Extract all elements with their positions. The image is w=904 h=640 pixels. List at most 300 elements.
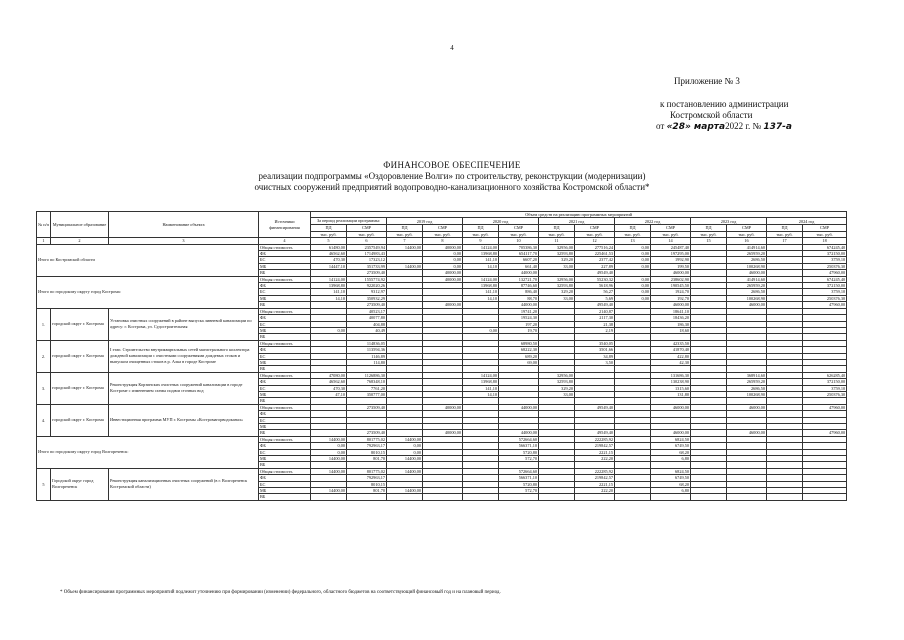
- value-cell: 14400,00: [311, 456, 347, 462]
- year-2020-header: 2020 год: [463, 218, 539, 225]
- year-2021-header: 2021 год: [539, 218, 615, 225]
- value-cell: 113594,36: [347, 347, 387, 353]
- item-municipality: городской округ г. Кострома: [51, 308, 109, 340]
- source-cell: Общая стоимость: [259, 244, 311, 250]
- value-cell: 250376,30: [803, 295, 847, 301]
- source-cell: МБ: [259, 488, 311, 494]
- item-object: Реконструкция канализационных очистных сооружений (в г. Волгореченск Костромской области): [109, 468, 259, 500]
- value-cell: 46000,00: [727, 270, 767, 276]
- value-cell: 3759,10: [803, 257, 847, 263]
- title-line-3: очистных сооружений предприятий водопроводно-канализационного хозяйства Костромской области*: [254, 182, 650, 192]
- source-cell: ВБ: [259, 494, 311, 500]
- unit-header: тыс. руб.: [651, 231, 691, 237]
- value-cell: 44000,00: [499, 270, 539, 276]
- item-object: Установка очистных сооружений в районе выпуска ливневой канализации по адресу: г. Кострома, ул. Судостроительная: [109, 308, 259, 340]
- value-cell: 7761,20: [347, 385, 387, 391]
- value-cell: 14124,00: [311, 276, 347, 282]
- value-cell: 14,10: [463, 295, 499, 301]
- year-2023-header: 2023 год: [691, 218, 767, 225]
- source-cell: ФБ: [259, 251, 311, 257]
- source-cell: ВБ: [259, 430, 311, 436]
- value-cell: 372150,00: [803, 283, 847, 289]
- value-cell: 14124,00: [463, 372, 499, 378]
- value-cell: 34,89: [575, 353, 615, 359]
- value-cell: 3759,10: [803, 289, 847, 295]
- column-number: 7: [387, 238, 423, 244]
- value-cell: 0,00: [615, 295, 651, 301]
- unit-header: тыс. руб.: [691, 231, 727, 237]
- value-cell: 18,60: [651, 327, 691, 333]
- value-cell: 572664,60: [499, 468, 539, 474]
- value-cell: 5618,96: [575, 283, 615, 289]
- year-2024-header: 2024 год: [767, 218, 847, 225]
- value-cell: 190545,50: [651, 283, 691, 289]
- source-cell: ВБ: [259, 270, 311, 276]
- value-cell: 33,00: [539, 263, 575, 269]
- source-cell: ФБ: [259, 283, 311, 289]
- value-cell: 41870,40: [651, 347, 691, 353]
- value-cell: 674245,40: [803, 276, 847, 282]
- value-cell: 6749,50: [651, 443, 691, 449]
- pd-header: ПД: [691, 225, 727, 231]
- annex-date: «28» марта: [666, 122, 726, 132]
- value-cell: 114836,05: [347, 340, 387, 346]
- smr-header: СМР: [651, 225, 691, 231]
- value-cell: 265959,20: [727, 283, 767, 289]
- value-cell: 44000,00: [499, 404, 539, 410]
- value-cell: 886,40: [499, 289, 539, 295]
- value-cell: 792963,17: [347, 475, 387, 481]
- value-cell: 68,20: [651, 449, 691, 455]
- value-cell: 47080,00: [311, 372, 347, 378]
- value-cell: 100268,90: [727, 263, 767, 269]
- value-cell: 40523,17: [347, 308, 387, 314]
- source-cell: ВБ: [259, 366, 311, 372]
- item-number: 2.: [37, 340, 51, 372]
- value-cell: 238602,90: [651, 276, 691, 282]
- value-cell: 422,80: [651, 353, 691, 359]
- value-cell: 49549,40: [575, 302, 615, 308]
- value-cell: 18641,10: [651, 308, 691, 314]
- value-cell: 130238,90: [651, 379, 691, 385]
- source-cell: БС: [259, 321, 311, 327]
- value-cell: [651, 494, 691, 500]
- source-cell: МБ: [259, 424, 311, 430]
- value-cell: 46000,00: [651, 270, 691, 276]
- annex-title: Приложение № 3: [674, 76, 740, 86]
- value-cell: 32956,00: [539, 276, 575, 282]
- item-object: I этап. Строительство внутриквартальных сетей магистрального коллектора дождевой канализации с очистными сооружениями дождевых стоков и выпуском очищенных стоков в р. Алка в городе Костроме: [109, 340, 259, 372]
- value-cell: 0,00: [423, 263, 463, 269]
- value-cell: 654117,70: [499, 251, 539, 257]
- document-title: [0, 160, 904, 193]
- source-cell: ФБ: [259, 379, 311, 385]
- col-object-header: Наименование объекта: [109, 212, 259, 238]
- value-cell: 13968,80: [463, 379, 499, 385]
- value-cell: 5720,80: [499, 481, 539, 487]
- value-cell: 88,70: [499, 295, 539, 301]
- item-municipality: городской округ г. Кострома: [51, 372, 109, 404]
- column-number: 2: [51, 238, 109, 244]
- value-cell: 47960,00: [803, 404, 847, 410]
- value-cell: 350777,00: [347, 391, 387, 397]
- source-cell: ФБ: [259, 411, 311, 417]
- value-cell: 14400,00: [387, 263, 423, 269]
- pd-header: ПД: [463, 225, 499, 231]
- item-number: 1.: [37, 308, 51, 340]
- source-cell: БС: [259, 481, 311, 487]
- value-cell: 14,10: [463, 391, 499, 397]
- source-cell: Общая стоимость: [259, 404, 311, 410]
- value-cell: 0,00: [615, 263, 651, 269]
- year-2019-header: 2019 год: [387, 218, 463, 225]
- value-cell: 372150,00: [803, 251, 847, 257]
- value-cell: 2686,50: [727, 257, 767, 263]
- value-cell: 661,40: [499, 263, 539, 269]
- value-cell: 273509,40: [347, 404, 387, 410]
- title-line-2: реализации подпрограммы «Оздоровление Волги» по строительству, реконструкции (модернизации): [258, 171, 646, 181]
- value-cell: [347, 494, 387, 500]
- volume-header: Объем средств на реализацию программных мероприятий: [311, 212, 847, 218]
- value-cell: 13968,80: [463, 283, 499, 289]
- source-cell: ВБ: [259, 462, 311, 468]
- value-cell: 0,00: [387, 443, 423, 449]
- source-cell: БС: [259, 289, 311, 295]
- item-municipality: городской округ г. Кострома: [51, 340, 109, 372]
- column-number: 5: [311, 238, 347, 244]
- item-number: 5: [37, 468, 51, 500]
- value-cell: 44000,00: [499, 430, 539, 436]
- value-cell: 9312,97: [347, 289, 387, 295]
- value-cell: 14,10: [463, 263, 499, 269]
- source-cell: ФБ: [259, 315, 311, 321]
- value-cell: 46000,00: [727, 302, 767, 308]
- value-cell: 100268,90: [727, 391, 767, 397]
- source-cell: БС: [259, 385, 311, 391]
- total-label: Итого по городскому округу город Кострома:: [37, 276, 259, 308]
- value-cell: 566371,10: [499, 443, 539, 449]
- source-cell: МБ: [259, 456, 311, 462]
- value-cell: 40000,00: [423, 404, 463, 410]
- value-cell: 1992,90: [651, 257, 691, 263]
- value-cell: [803, 494, 847, 500]
- value-cell: 0,00: [387, 449, 423, 455]
- value-cell: 69,00: [499, 359, 539, 365]
- value-cell: 6607,20: [499, 257, 539, 263]
- value-cell: 14124,00: [463, 244, 499, 250]
- value-cell: 922020,26: [347, 283, 387, 289]
- source-cell: БС: [259, 257, 311, 263]
- value-cell: 273509,40: [347, 270, 387, 276]
- value-cell: 14400,00: [387, 456, 423, 462]
- value-cell: 372150,00: [803, 379, 847, 385]
- value-cell: 801775,02: [347, 468, 387, 474]
- value-cell: 40000,00: [423, 430, 463, 436]
- value-cell: 2357549,94: [347, 244, 387, 250]
- value-cell: 626285,40: [803, 372, 847, 378]
- source-cell: МБ: [259, 295, 311, 301]
- value-cell: 3540,05: [575, 340, 615, 346]
- page-number: 4: [450, 44, 454, 52]
- financing-table: [36, 211, 847, 501]
- value-cell: 40000,00: [423, 276, 463, 282]
- column-number: 14: [651, 238, 691, 244]
- value-cell: 792963,17: [347, 443, 387, 449]
- value-cell: 273509,40: [347, 430, 387, 436]
- unit-header: тыс. руб.: [727, 231, 767, 237]
- value-cell: 572664,60: [499, 436, 539, 442]
- value-cell: 100268,90: [727, 295, 767, 301]
- value-cell: [691, 494, 727, 500]
- col-municipality-header: Муниципальное образование: [51, 212, 109, 238]
- value-cell: 131,80: [651, 391, 691, 397]
- value-cell: 6,80: [651, 488, 691, 494]
- value-cell: 0,00: [615, 257, 651, 263]
- value-cell: 351733,99: [347, 263, 387, 269]
- source-cell: ФБ: [259, 443, 311, 449]
- value-cell: [767, 494, 803, 500]
- source-cell: ВБ: [259, 302, 311, 308]
- value-cell: 40000,00: [423, 302, 463, 308]
- value-cell: 32593,80: [539, 283, 575, 289]
- unit-header: тыс. руб.: [387, 231, 423, 237]
- value-cell: 17323,12: [347, 257, 387, 263]
- value-cell: 227,89: [575, 263, 615, 269]
- value-cell: 5,69: [575, 295, 615, 301]
- value-cell: 0,00: [311, 327, 347, 333]
- value-cell: 14400,00: [311, 468, 347, 474]
- value-cell: 197,20: [499, 321, 539, 327]
- period-header: За период реализации программы:: [311, 218, 387, 225]
- value-cell: 470,30: [311, 385, 347, 391]
- column-number: 15: [691, 238, 727, 244]
- value-cell: 414914,60: [727, 276, 767, 282]
- value-cell: 350932,29: [347, 295, 387, 301]
- value-cell: 13968,80: [463, 251, 499, 257]
- value-cell: 0,00: [423, 257, 463, 263]
- value-cell: 132721,70: [499, 276, 539, 282]
- value-cell: 56,27: [575, 289, 615, 295]
- value-cell: 32956,00: [539, 372, 575, 378]
- column-number: 18: [803, 238, 847, 244]
- value-cell: 40,49: [347, 327, 387, 333]
- value-cell: 222285,92: [575, 436, 615, 442]
- value-cell: 114,80: [347, 359, 387, 365]
- value-cell: 2221,15: [575, 449, 615, 455]
- value-cell: 250376,30: [803, 391, 847, 397]
- title-line-1: ФИНАНСОВОЕ ОБЕСПЕЧЕНИЕ: [383, 160, 521, 170]
- item-number: 4.: [37, 404, 51, 436]
- value-cell: 19524,30: [499, 315, 539, 321]
- value-cell: 801,70: [347, 456, 387, 462]
- value-cell: 42,30: [651, 359, 691, 365]
- value-cell: 49549,40: [575, 404, 615, 410]
- unit-header: тыс. руб.: [347, 231, 387, 237]
- value-cell: 273509,40: [347, 302, 387, 308]
- value-cell: 0,00: [311, 449, 347, 455]
- value-cell: 404,88: [347, 321, 387, 327]
- smr-header: СМР: [575, 225, 615, 231]
- value-cell: 49549,40: [575, 270, 615, 276]
- total-label: Итого по Костромской области: [37, 244, 259, 276]
- value-cell: 14,10: [311, 295, 347, 301]
- value-cell: 329,20: [539, 257, 575, 263]
- pd-header: ПД: [767, 225, 803, 231]
- value-cell: [575, 494, 615, 500]
- pd-header: ПД: [311, 225, 347, 231]
- value-cell: 46000,00: [651, 404, 691, 410]
- value-cell: 47960,00: [803, 430, 847, 436]
- value-cell: 141,10: [463, 385, 499, 391]
- value-cell: 674245,40: [803, 244, 847, 250]
- value-cell: 18436,20: [651, 315, 691, 321]
- column-number: 16: [727, 238, 767, 244]
- source-cell: МБ: [259, 391, 311, 397]
- value-cell: 47960,00: [803, 270, 847, 276]
- value-cell: 6824,50: [651, 436, 691, 442]
- value-cell: 6749,50: [651, 475, 691, 481]
- source-cell: ВБ: [259, 398, 311, 404]
- value-cell: 14124,00: [463, 276, 499, 282]
- value-cell: 199,50: [651, 263, 691, 269]
- value-cell: 2377,42: [575, 257, 615, 263]
- source-cell: ВБ: [259, 334, 311, 340]
- value-cell: 250376,30: [803, 263, 847, 269]
- value-cell: 572,70: [499, 488, 539, 494]
- footnote: * Объем финансирования программных мероприятий подлежит уточнению при формировании (изменении) федерального, областного бюджетов на соответствующий финансовый год и на плановый период.: [60, 590, 501, 595]
- value-cell: 68,20: [651, 481, 691, 487]
- value-cell: [727, 494, 767, 500]
- value-cell: 470,30: [311, 257, 347, 263]
- value-cell: 277516,24: [575, 244, 615, 250]
- value-cell: 32593,80: [539, 251, 575, 257]
- value-cell: 801775,02: [347, 436, 387, 442]
- value-cell: [423, 494, 463, 500]
- column-number: 12: [575, 238, 615, 244]
- col-sources-header: Источники финансирования: [259, 212, 311, 238]
- value-cell: 414914,60: [727, 244, 767, 250]
- smr-header: СМР: [803, 225, 847, 231]
- column-number: 3: [109, 238, 259, 244]
- value-cell: 225461,53: [575, 251, 615, 257]
- unit-header: тыс. руб.: [575, 231, 615, 237]
- value-cell: 21,38: [575, 321, 615, 327]
- source-cell: МБ: [259, 327, 311, 333]
- value-cell: 141,10: [463, 289, 499, 295]
- source-cell: ФБ: [259, 347, 311, 353]
- value-cell: 46562,60: [311, 379, 347, 385]
- value-cell: 1924,70: [651, 289, 691, 295]
- value-cell: [499, 494, 539, 500]
- value-cell: 46000,00: [727, 404, 767, 410]
- source-cell: Общая стоимость: [259, 468, 311, 474]
- value-cell: 0,00: [615, 289, 651, 295]
- column-number: 8: [423, 238, 463, 244]
- pd-header: ПД: [387, 225, 423, 231]
- unit-header: тыс. руб.: [499, 231, 539, 237]
- value-cell: 55230,32: [575, 276, 615, 282]
- value-cell: 3,50: [575, 359, 615, 365]
- value-cell: 222,20: [575, 488, 615, 494]
- source-cell: Общая стоимость: [259, 372, 311, 378]
- item-number: 3.: [37, 372, 51, 404]
- unit-header: тыс. руб.: [423, 231, 463, 237]
- smr-header: СМР: [727, 225, 767, 231]
- value-cell: 705386,30: [499, 244, 539, 250]
- unit-header: тыс. руб.: [463, 231, 499, 237]
- value-cell: 222,20: [575, 456, 615, 462]
- value-cell: 14400,00: [387, 488, 423, 494]
- value-cell: 46000,00: [651, 302, 691, 308]
- value-cell: 33,00: [539, 391, 575, 397]
- value-cell: [615, 494, 651, 500]
- value-cell: 131686,30: [651, 372, 691, 378]
- value-cell: 14447,10: [311, 263, 347, 269]
- value-cell: 197295,00: [651, 251, 691, 257]
- value-cell: 42335,50: [651, 340, 691, 346]
- annex-block: [656, 76, 792, 133]
- item-municipality: Городской округ город Волгореченск: [51, 468, 109, 500]
- value-cell: 219842,57: [575, 443, 615, 449]
- value-cell: 6824,50: [651, 468, 691, 474]
- value-cell: 329,20: [539, 385, 575, 391]
- value-cell: 49549,40: [575, 430, 615, 436]
- source-cell: БС: [259, 449, 311, 455]
- unit-header: тыс. руб.: [767, 231, 803, 237]
- source-cell: БС: [259, 417, 311, 423]
- value-cell: 46000,00: [727, 430, 767, 436]
- value-cell: 0,00: [615, 283, 651, 289]
- value-cell: 2686,50: [727, 289, 767, 295]
- source-cell: Общая стоимость: [259, 276, 311, 282]
- value-cell: 8010,15: [347, 449, 387, 455]
- item-municipality: городской округ г. Кострома: [51, 404, 109, 436]
- value-cell: 219842,57: [575, 475, 615, 481]
- source-cell: Общая стоимость: [259, 308, 311, 314]
- value-cell: 192,70: [651, 295, 691, 301]
- value-cell: 19,70: [499, 327, 539, 333]
- value-cell: 1714983,43: [347, 251, 387, 257]
- value-cell: 222285,92: [575, 468, 615, 474]
- annex-year: 2022 г. №: [725, 121, 762, 131]
- value-cell: 14400,00: [311, 488, 347, 494]
- value-cell: [539, 494, 575, 500]
- column-number: 11: [539, 238, 575, 244]
- value-cell: 3501,66: [575, 347, 615, 353]
- total-label: Итого по городскому округу город Волгореченск:: [37, 436, 259, 468]
- value-cell: 768348,10: [347, 379, 387, 385]
- value-cell: 566371,10: [499, 475, 539, 481]
- annex-region: Костромской области: [670, 110, 753, 120]
- value-cell: 1555774,92: [347, 276, 387, 282]
- value-cell: 0,00: [423, 251, 463, 257]
- source-cell: МБ: [259, 263, 311, 269]
- value-cell: 0,00: [615, 244, 651, 250]
- value-cell: 1315,60: [651, 385, 691, 391]
- year-2022-header: 2022 год: [615, 218, 691, 225]
- value-cell: 265959,20: [727, 251, 767, 257]
- column-number: 4: [259, 238, 311, 244]
- item-object: Инвестиционная программа МУП г. Костромы «Костромагорводоканал»: [109, 404, 259, 436]
- column-number: 1: [37, 238, 51, 244]
- value-cell: 186,30: [651, 321, 691, 327]
- value-cell: 572,70: [499, 456, 539, 462]
- value-cell: 141,10: [311, 289, 347, 295]
- unit-header: тыс. руб.: [539, 231, 575, 237]
- value-cell: 40077,80: [347, 315, 387, 321]
- column-number: 6: [347, 238, 387, 244]
- value-cell: 2117,30: [575, 315, 615, 321]
